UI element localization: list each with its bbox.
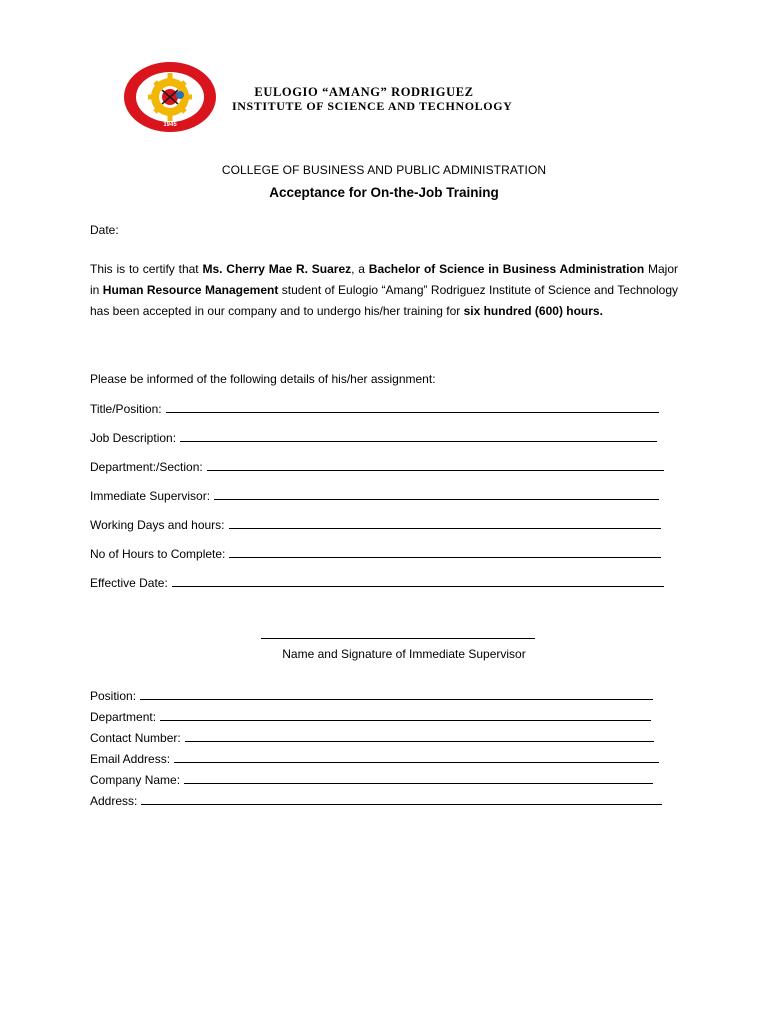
field-label: Title/Position:	[90, 402, 162, 416]
job-description-field	[90, 431, 657, 445]
field-label: Company Name:	[90, 773, 181, 787]
field-label: Email Address:	[90, 752, 171, 766]
fill-line[interactable]	[207, 460, 664, 471]
field-label: Address:	[90, 794, 138, 808]
title-position-field	[90, 402, 659, 416]
fill-line[interactable]	[214, 489, 659, 500]
body-text-segment: Major in	[90, 262, 679, 297]
institute-name	[232, 85, 552, 113]
college-heading: COLLEGE OF BUSINESS AND PUBLIC ADMINISTRATION	[221, 163, 547, 177]
fill-line[interactable]	[185, 731, 654, 742]
address-field	[90, 794, 662, 808]
fill-line[interactable]	[174, 752, 659, 763]
field-label: Department:	[90, 710, 157, 724]
field-label: Immediate Supervisor:	[90, 489, 211, 503]
department-section-field	[90, 460, 664, 474]
institute-name-line1: EULOGIO “AMANG” RODRIGUEZ	[254, 85, 474, 99]
working-days-hours-field	[90, 518, 661, 532]
fill-line[interactable]	[229, 547, 661, 558]
body-text-segment: This is to certify that	[90, 262, 203, 276]
major-name: Human Resource Management	[102, 282, 279, 297]
field-label: Position:	[90, 689, 137, 703]
degree-name: Bachelor of Science in Business Administration	[368, 262, 645, 276]
signature-line[interactable]	[261, 638, 535, 639]
assignment-intro: Please be informed of the following details of his/her assignment:	[90, 372, 436, 386]
supervisor-department-field	[90, 710, 651, 724]
field-label: Department:/Section:	[90, 460, 203, 474]
email-address-field	[90, 752, 659, 766]
institute-name-line2: INSTITUTE OF SCIENCE AND TECHNOLOGY	[232, 99, 513, 113]
fill-line[interactable]	[160, 710, 651, 721]
fill-line[interactable]	[166, 402, 659, 413]
body-text-segment: student of Eulogio “Amang” Rodriguez Institute of Science and Technology has been accepted in our company and to undergo his/her training for	[90, 282, 678, 318]
certification-paragraph	[90, 259, 678, 321]
field-label: No of Hours to Complete:	[90, 547, 226, 561]
training-hours: six hundred (600) hours.	[463, 303, 603, 318]
date-label: Date:	[90, 223, 119, 237]
immediate-supervisor-field	[90, 489, 659, 503]
field-label: Contact Number:	[90, 731, 181, 745]
effective-date-field	[90, 576, 664, 590]
fill-line[interactable]	[229, 518, 661, 529]
date-field	[90, 223, 119, 237]
fill-line[interactable]	[140, 689, 653, 700]
contact-number-field	[90, 731, 654, 745]
fill-line[interactable]	[180, 431, 657, 442]
field-label: Effective Date:	[90, 576, 168, 590]
fill-line[interactable]	[172, 576, 664, 587]
svg-text:1945: 1945	[163, 122, 177, 128]
hours-to-complete-field	[90, 547, 661, 561]
fill-line[interactable]	[184, 773, 653, 784]
fill-line[interactable]	[141, 794, 662, 805]
field-label: Job Description:	[90, 431, 177, 445]
trainee-name: Ms. Cherry Mae R. Suarez	[202, 262, 352, 276]
signature-label: Name and Signature of Immediate Supervisor	[282, 647, 526, 661]
document-title: Acceptance for On-the-Job Training	[269, 185, 499, 200]
body-text-segment: , a	[351, 262, 369, 276]
institute-seal-logo	[122, 60, 218, 134]
field-label: Working Days and hours:	[90, 518, 225, 532]
supervisor-position-field	[90, 689, 653, 703]
company-name-field	[90, 773, 653, 787]
